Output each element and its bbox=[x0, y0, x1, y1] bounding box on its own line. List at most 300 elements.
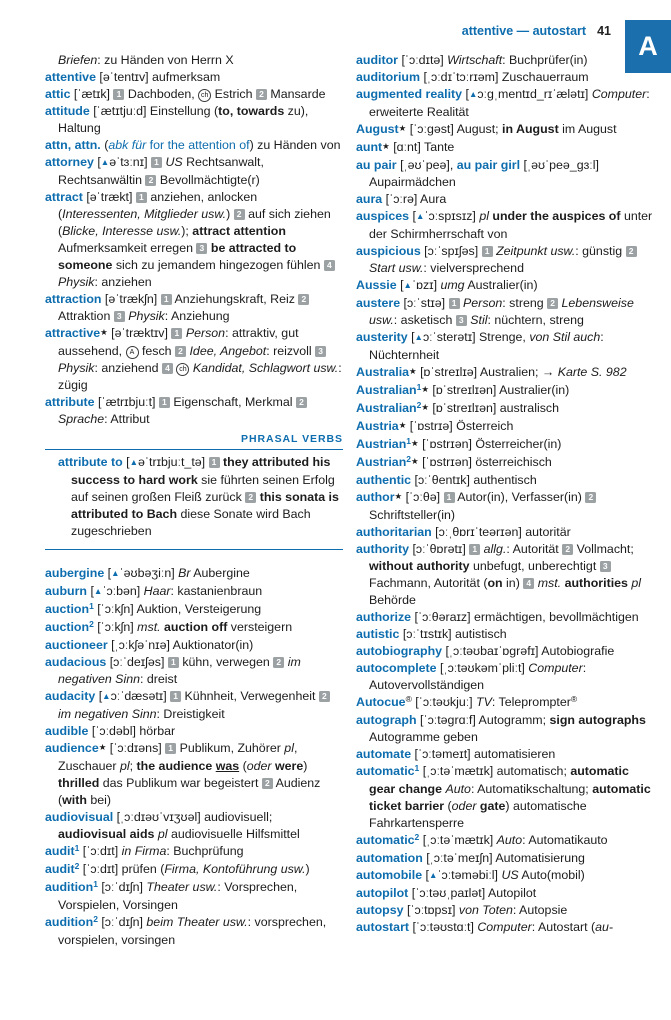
sense-number-badge: 3 bbox=[456, 315, 467, 326]
example-phrase: automatic gear change bbox=[369, 764, 629, 796]
sense-number-badge: 1 bbox=[171, 328, 182, 339]
entry-text: [ˈɔːtəgrɑːf] Autogramm; bbox=[416, 713, 550, 727]
headword: autopilot bbox=[356, 886, 409, 900]
headword: aubergine bbox=[45, 566, 105, 580]
frequency-star-icon: ★ bbox=[394, 491, 403, 501]
dict-entry bbox=[45, 740, 343, 809]
entry-text: auf sich ziehen ( bbox=[58, 207, 331, 238]
dict-entry bbox=[356, 489, 654, 524]
entry-text: : nüchtern, streng bbox=[487, 313, 584, 327]
sense-number-badge: 2 bbox=[319, 691, 330, 702]
entry-text: : Vorsprechen, Vorspielen, Vorsingen bbox=[58, 880, 298, 912]
pronunciation-warning-icon: ▲ bbox=[428, 870, 438, 880]
example-phrase: were bbox=[274, 759, 304, 773]
usage-label: Theater usw. bbox=[146, 880, 218, 894]
entry-text: : kastanienbraun bbox=[170, 584, 263, 598]
sense-number-badge: 1 bbox=[469, 544, 480, 555]
entry-text: Behörde bbox=[369, 593, 416, 607]
entry-text: [ɑːnt] Tante bbox=[389, 140, 455, 154]
dict-entry bbox=[356, 626, 654, 643]
entry-text: zu), Haltung bbox=[58, 104, 309, 135]
entry-text: : Autopsie bbox=[512, 903, 568, 917]
entry-text: [ɒˈstreɪlɪən] australisch bbox=[428, 401, 559, 415]
entry-text: Aufmerksamkeit erregen bbox=[58, 241, 197, 255]
registered-mark: ® bbox=[570, 694, 578, 704]
entry-text: ( bbox=[444, 799, 452, 813]
dict-entry bbox=[45, 619, 343, 637]
entry-text: [ˈɔːtəʊstɑːt] bbox=[409, 920, 478, 934]
frequency-star-icon: ★ bbox=[398, 123, 407, 133]
entry-text: [ bbox=[95, 689, 103, 703]
sense-number-badge: 2 bbox=[234, 209, 245, 220]
frequency-star-icon: ★ bbox=[398, 420, 407, 430]
headword: autostart bbox=[356, 920, 410, 934]
entry-text: [ bbox=[422, 868, 429, 882]
dict-entry bbox=[45, 86, 343, 103]
entry-text: [ˌəʊˈpeə], bbox=[396, 158, 457, 172]
entry-text: unter der Schirmherrschaft von bbox=[369, 209, 653, 241]
entry-text: [ˈɒstrɪən] österreichisch bbox=[418, 455, 552, 469]
headword: attract bbox=[45, 190, 83, 204]
entry-text: [ˈætɪk] bbox=[70, 87, 114, 101]
example-phrase: with bbox=[62, 793, 87, 807]
dict-entry bbox=[356, 850, 654, 867]
entry-text: [ˌɔːtəˈmætɪk] bbox=[419, 833, 497, 847]
entry-text: ɔːˈsterətɪ] Strenge, bbox=[422, 330, 530, 344]
usage-label: Haar bbox=[143, 584, 171, 598]
usage-label: Computer bbox=[591, 87, 647, 101]
usage-label: Lebensweise usw. bbox=[369, 296, 634, 327]
entry-text: das Publikum war begeistert bbox=[99, 776, 262, 790]
entry-text: : anziehen bbox=[94, 275, 152, 289]
entry-text: : Automatikauto bbox=[522, 833, 608, 847]
entry-text: [ˌɔːtəʊkəmˈpliːt] bbox=[436, 661, 529, 675]
homonym-number: 2 bbox=[414, 832, 420, 842]
entry-text: [ˈɔːθəraɪz] ermächtigen, bevollmächtigen bbox=[411, 610, 639, 624]
entry-text: Aubergine bbox=[190, 566, 250, 580]
dict-entry bbox=[356, 418, 654, 436]
pronunciation-warning-icon: ▲ bbox=[111, 568, 120, 578]
entry-text: ɔːˈdæsətɪ] bbox=[110, 689, 171, 703]
entry-text: [ˈɔːdɪtə] bbox=[398, 53, 448, 67]
entry-text: [ɔːˈstɪə] bbox=[400, 296, 449, 310]
entry-text: [ bbox=[409, 209, 416, 223]
dict-entry bbox=[45, 843, 343, 861]
usage-label: Physik bbox=[128, 309, 165, 323]
dict-entry bbox=[45, 394, 343, 428]
dict-entry bbox=[356, 329, 654, 364]
headword: auction bbox=[45, 602, 90, 616]
usage-label: US bbox=[165, 155, 183, 169]
sense-number-badge: 3 bbox=[600, 561, 611, 572]
usage-label: Sprache bbox=[58, 412, 105, 426]
usage-label: von Toten bbox=[458, 903, 513, 917]
entry-text: , Zuschauer bbox=[58, 741, 298, 773]
usage-label: Start usw. bbox=[369, 261, 424, 275]
entry-text: Audienz ( bbox=[58, 776, 321, 807]
dict-entry bbox=[356, 69, 654, 86]
example-phrase: attract attention bbox=[192, 224, 286, 238]
entry-text: Estrich bbox=[211, 87, 256, 101]
dict-entry bbox=[45, 637, 343, 654]
entry-text: : Automatikschaltung; bbox=[470, 782, 593, 796]
entry-text: : erweiterte Realität bbox=[369, 87, 650, 119]
entry-text: : vielversprechend bbox=[423, 261, 524, 275]
frequency-star-icon: ★ bbox=[382, 141, 390, 151]
entry-text: [ bbox=[93, 155, 101, 169]
entry-text: [əˈtrækt] bbox=[82, 190, 136, 204]
entry-text: Publikum, Zuhörer bbox=[176, 741, 285, 755]
pronunciation-warning-icon: ▲ bbox=[129, 457, 139, 467]
entry-text: in) bbox=[502, 576, 524, 590]
entry-text: audiovisuelle Hilfsmittel bbox=[167, 827, 300, 841]
entry-text: [ˈɔːrə] Aura bbox=[382, 192, 447, 206]
dict-entry bbox=[356, 86, 654, 121]
entry-text: ); bbox=[181, 224, 193, 238]
entry-text: [ˈætɪtjuːd] Einstellung ( bbox=[89, 104, 219, 118]
sense-number-badge: 1 bbox=[170, 691, 181, 702]
dict-entry bbox=[356, 524, 654, 541]
headword: attentive bbox=[45, 70, 96, 84]
example-phrase-underlined: was bbox=[215, 759, 240, 773]
usage-label: im negativen Sinn bbox=[58, 655, 301, 686]
example-phrase: authorities bbox=[564, 576, 628, 590]
entry-text: [ˈɔːθə] bbox=[402, 490, 444, 504]
entry-text: [ˈɔːdɪt] bbox=[79, 844, 122, 858]
sense-number-badge: 3 bbox=[315, 346, 326, 357]
sense-number-badge: 1 bbox=[444, 492, 455, 503]
entry-text: : Nüchternheit bbox=[369, 330, 604, 362]
usage-label: Idee, Angebot bbox=[189, 344, 267, 358]
entry-text: sie führten seinen Erfolg auf seinen großen Fleiß zurück bbox=[71, 473, 335, 504]
entry-text: [ˈɔːdɪt] prüfen ( bbox=[79, 862, 165, 876]
frequency-star-icon: ★ bbox=[421, 402, 429, 412]
usage-label: Person bbox=[463, 296, 503, 310]
sense-number-badge: 2 bbox=[273, 657, 284, 668]
pronunciation-warning-icon: ▲ bbox=[403, 280, 412, 290]
dict-entry bbox=[356, 712, 654, 746]
entry-text: [əˈtrækʃn] bbox=[101, 292, 161, 306]
entry-text: [ bbox=[396, 278, 404, 292]
dict-entry bbox=[356, 121, 654, 139]
headword: attribute to bbox=[58, 455, 123, 469]
dict-entry bbox=[356, 382, 654, 400]
dict-entry bbox=[45, 583, 343, 601]
example-phrase: in August bbox=[502, 122, 559, 136]
homonym-number: 1 bbox=[414, 763, 420, 773]
dict-entry bbox=[356, 139, 654, 157]
entry-text: Autor(in), Verfasser(in) bbox=[454, 490, 586, 504]
usage-label: in Firma bbox=[121, 844, 167, 858]
sense-number-badge: 2 bbox=[296, 397, 307, 408]
entry-text: ) bbox=[303, 759, 308, 773]
sense-number-badge: 1 bbox=[482, 246, 493, 257]
entry-text: : Buchprüfung bbox=[166, 844, 244, 858]
headword: Austria bbox=[356, 419, 399, 433]
headword: attitude bbox=[45, 104, 90, 118]
entry-text: : Autostart ( bbox=[531, 920, 596, 934]
usage-label: Computer bbox=[477, 920, 532, 934]
headword: automobile bbox=[356, 868, 423, 882]
sense-number-badge: 1 bbox=[113, 89, 124, 100]
sense-number-badge: 4 bbox=[162, 363, 173, 374]
dict-entry bbox=[45, 861, 343, 879]
entry-text: [əˈtentɪv] aufmerksam bbox=[95, 70, 221, 84]
dict-entry bbox=[45, 809, 343, 843]
entry-text: unbefugt, unberechtigt bbox=[469, 559, 600, 573]
dict-entry bbox=[356, 400, 654, 418]
dict-entry bbox=[58, 454, 343, 540]
sense-number-badge: 3 bbox=[114, 311, 125, 322]
usage-label: pl bbox=[119, 759, 130, 773]
entry-text: [ˈɔːtɒpsɪ] bbox=[403, 903, 459, 917]
dict-entry bbox=[356, 295, 654, 329]
example-phrase: under the auspices of bbox=[492, 209, 621, 223]
usage-label: TV bbox=[476, 695, 492, 709]
usage-label: beim Theater usw. bbox=[146, 915, 248, 929]
dict-entry bbox=[45, 565, 343, 583]
sense-number-badge: 1 bbox=[161, 294, 172, 305]
page-number: 41 bbox=[597, 24, 611, 38]
headword: austere bbox=[356, 296, 401, 310]
usage-label: pl bbox=[157, 827, 168, 841]
entry-text: Autogramme geben bbox=[369, 730, 478, 744]
entry-text: [ˈɔːtəʊkjuː] bbox=[411, 695, 477, 709]
headword: augmented reality bbox=[356, 87, 463, 101]
dict-entry bbox=[356, 832, 654, 850]
usage-label: Physik bbox=[58, 275, 95, 289]
phrasal-verbs-label: PHRASAL VERBS bbox=[45, 431, 343, 450]
dict-entry bbox=[356, 277, 654, 295]
headword: automate bbox=[356, 747, 412, 761]
homonym-number: 1 bbox=[406, 436, 411, 446]
entry-text: Bevollmächtigte(r) bbox=[156, 173, 260, 187]
entry-text: anziehen, anlocken ( bbox=[58, 190, 258, 221]
headword: Aussie bbox=[356, 278, 397, 292]
entry-text: [ bbox=[122, 455, 130, 469]
entry-text: ; bbox=[129, 759, 137, 773]
entry-text: ) bbox=[226, 207, 234, 221]
usage-label: Kandidat, Schlagwort usw. bbox=[192, 361, 339, 375]
entry-text: : reizvoll bbox=[266, 344, 316, 358]
entry-text: Eigenschaft, Merkmal bbox=[169, 395, 296, 409]
homonym-number: 1 bbox=[416, 382, 422, 392]
entry-text: im August bbox=[558, 122, 617, 136]
entry-text: sich zu jemandem hingezogen fühlen bbox=[112, 258, 324, 272]
dict-entry bbox=[45, 103, 343, 137]
entry-text: [ɒˈstreɪlɪə] Australien; → bbox=[416, 365, 558, 379]
headword: auditorium bbox=[356, 70, 421, 84]
usage-label: Auto bbox=[445, 782, 471, 796]
pronunciation-warning-icon: ▲ bbox=[415, 211, 425, 221]
entry-text: ( bbox=[239, 759, 247, 773]
sense-number-badge: 2 bbox=[145, 175, 156, 186]
sense-number-badge: 1 bbox=[209, 457, 220, 468]
pronunciation-warning-icon: ▲ bbox=[414, 332, 423, 342]
entry-text: Australier(in) bbox=[464, 278, 538, 292]
dict-entry bbox=[356, 643, 654, 660]
dict-entry bbox=[356, 902, 654, 919]
entry-text: [ɔːˈdeɪʃəs] bbox=[106, 655, 168, 669]
headword: auction bbox=[45, 620, 90, 634]
sense-number-badge: 1 bbox=[165, 743, 176, 754]
usage-label: Br bbox=[178, 566, 191, 580]
usage-label: Physik bbox=[58, 361, 95, 375]
dict-entry bbox=[356, 660, 654, 694]
dict-entry bbox=[356, 364, 654, 382]
entry-text: : Autorität bbox=[506, 542, 563, 556]
entry-text: [ˈɔːtəʊˌpaɪlət] Autopilot bbox=[408, 886, 537, 900]
usage-label: umg bbox=[440, 278, 465, 292]
headword: author bbox=[356, 490, 395, 504]
entry-text: Mansarde bbox=[266, 87, 326, 101]
homonym-number: 1 bbox=[74, 843, 80, 853]
entry-text: [ˌɔːtəˈmætɪk] automatisch; bbox=[419, 764, 571, 778]
entry-text: : Attribut bbox=[104, 412, 150, 426]
dict-entry bbox=[45, 154, 343, 189]
entry-text: Vollmacht; bbox=[573, 542, 634, 556]
headword: audience bbox=[45, 741, 99, 755]
headword: audacity bbox=[45, 689, 96, 703]
pronunciation-warning-icon: ▲ bbox=[100, 157, 110, 167]
headword: August bbox=[356, 122, 399, 136]
entry-text: Kühnheit, Verwegenheit bbox=[181, 689, 319, 703]
headword: audible bbox=[45, 724, 89, 738]
headword: audit bbox=[45, 862, 75, 876]
column-left bbox=[45, 52, 343, 949]
dict-entry bbox=[356, 454, 654, 472]
headword: Autocue bbox=[356, 695, 406, 709]
dictionary-columns bbox=[45, 52, 654, 949]
sense-number-badge: 2 bbox=[547, 298, 558, 309]
usage-label: Karte S. 982 bbox=[557, 365, 627, 379]
entry-text: : attraktiv, gut aussehend, bbox=[58, 326, 299, 358]
entry-text: [ˌəʊˈpeə_gɜːl] Aupairmädchen bbox=[369, 158, 599, 189]
entry-text: [ˈɔːdɪəns] bbox=[106, 741, 166, 755]
entry-text: [ˈɒstrɪə] Österreich bbox=[406, 419, 514, 433]
headword: autopsy bbox=[356, 903, 404, 917]
headword: aura bbox=[356, 192, 383, 206]
usage-label: Firma, Kontoführung usw. bbox=[164, 862, 306, 876]
entry-text: : zu Händen von Herrn X bbox=[97, 53, 234, 67]
frequency-star-icon: ★ bbox=[411, 456, 419, 466]
usage-label: oder bbox=[246, 759, 272, 773]
column-right bbox=[356, 52, 654, 949]
sense-number-badge: 1 bbox=[168, 657, 179, 668]
entry-text: [ɔːˌθɒrɪˈteərɪən] autoritär bbox=[431, 525, 571, 539]
headword: audiovisual bbox=[45, 810, 114, 824]
sense-number-badge: 4 bbox=[523, 578, 534, 589]
dict-entry bbox=[356, 919, 654, 936]
dict-entry bbox=[356, 763, 654, 832]
usage-label: au- bbox=[595, 920, 614, 934]
dict-entry bbox=[356, 472, 654, 489]
homonym-number: 1 bbox=[89, 601, 94, 611]
entry-text: [ɔːˈθɒrətɪ] bbox=[409, 542, 470, 556]
entry-text: Anziehungskraft, Reiz bbox=[171, 292, 299, 306]
dict-entry bbox=[356, 609, 654, 626]
entry-text: [ɔːˈspɪʃəs] bbox=[420, 244, 482, 258]
headword: attractive bbox=[45, 326, 101, 340]
dict-entry bbox=[45, 601, 343, 619]
dict-entry bbox=[45, 654, 343, 688]
entry-text: ˈɔːtəməbiːl] bbox=[437, 868, 502, 882]
dict-entry bbox=[45, 688, 343, 723]
frequency-star-icon: ★ bbox=[409, 366, 417, 376]
entry-text: əˈtɜːnɪ] bbox=[109, 155, 151, 169]
usage-label: im negativen Sinn bbox=[58, 707, 157, 721]
usage-label: pl bbox=[479, 209, 489, 223]
entry-text: [ˌɔːtəʊbaɪˈɒgrəfɪ] Autobiografie bbox=[442, 644, 615, 658]
headword: attraction bbox=[45, 292, 102, 306]
homonym-number: 2 bbox=[89, 619, 94, 629]
usage-label: Wirtschaft bbox=[447, 53, 503, 67]
dict-entry bbox=[45, 189, 343, 291]
entry-text: ) automatische Fahrkartensperre bbox=[369, 799, 587, 830]
entry-text: : dreist bbox=[139, 672, 178, 686]
page-header bbox=[462, 24, 611, 38]
dict-entry bbox=[356, 436, 654, 454]
headword: autocomplete bbox=[356, 661, 437, 675]
regional-variant-icon: ch bbox=[198, 89, 211, 102]
homonym-number: 2 bbox=[406, 454, 411, 464]
example-phrase: the audience bbox=[136, 759, 216, 773]
dict-entry bbox=[45, 69, 343, 86]
entry-text: ˈɒzɪ] bbox=[411, 278, 441, 292]
example-phrase: on bbox=[487, 576, 503, 590]
sense-number-badge: 2 bbox=[245, 492, 256, 503]
sense-number-badge: 2 bbox=[626, 246, 637, 257]
entry-text: əˈtrɪbjuːt_tə] bbox=[138, 455, 209, 469]
usage-label: mst. bbox=[137, 620, 161, 634]
headword: attn, attn. bbox=[45, 138, 101, 152]
headword: Austrian bbox=[356, 437, 407, 451]
headword: autistic bbox=[356, 627, 400, 641]
entry-text: [ bbox=[407, 330, 415, 344]
entry-text: : Dreistigkeit bbox=[156, 707, 225, 721]
headword: Austrian bbox=[356, 455, 407, 469]
dict-entry bbox=[356, 243, 654, 277]
entry-text: fesch bbox=[138, 344, 176, 358]
example-phrase: thrilled bbox=[58, 776, 100, 790]
example-phrase: this sonata is attributed to Bach bbox=[71, 490, 339, 521]
dict-entry bbox=[356, 867, 654, 885]
entry-text: [ɒˈstreɪlɪən] Australier(in) bbox=[428, 383, 570, 397]
entry-text: [ɔːˈθentɪk] authentisch bbox=[411, 473, 537, 487]
headword: authentic bbox=[356, 473, 412, 487]
cross-reference: for the attention of bbox=[149, 138, 250, 152]
headword: Australian bbox=[356, 383, 417, 397]
example-phrase: gate bbox=[479, 799, 506, 813]
frequency-star-icon: ★ bbox=[421, 384, 429, 394]
entry-text: [ˈɒstrɪən] Österreicher(in) bbox=[418, 437, 562, 451]
example-phrase: sign autographs bbox=[549, 713, 646, 727]
entry-text: [əˈtræktɪv] bbox=[107, 326, 172, 340]
sense-number-badge: 2 bbox=[298, 294, 309, 305]
entry-text: ˈəʊbəʒiːn] bbox=[119, 566, 179, 580]
entry-text: : asketisch bbox=[393, 313, 456, 327]
entry-text: Fachmann, Autorität ( bbox=[369, 576, 488, 590]
sense-number-badge: 1 bbox=[136, 192, 147, 203]
entry-text: ) zu Händen von bbox=[249, 138, 341, 152]
usage-label: von Stil auch bbox=[529, 330, 601, 344]
sense-number-badge: 2 bbox=[175, 346, 186, 357]
sense-number-badge: 2 bbox=[585, 492, 596, 503]
example-phrase: be attracted to someone bbox=[58, 241, 297, 272]
dict-entry bbox=[356, 694, 654, 712]
headword: auburn bbox=[45, 584, 87, 598]
entry-text: [ˈɔːdəbl] hörbar bbox=[88, 724, 176, 738]
